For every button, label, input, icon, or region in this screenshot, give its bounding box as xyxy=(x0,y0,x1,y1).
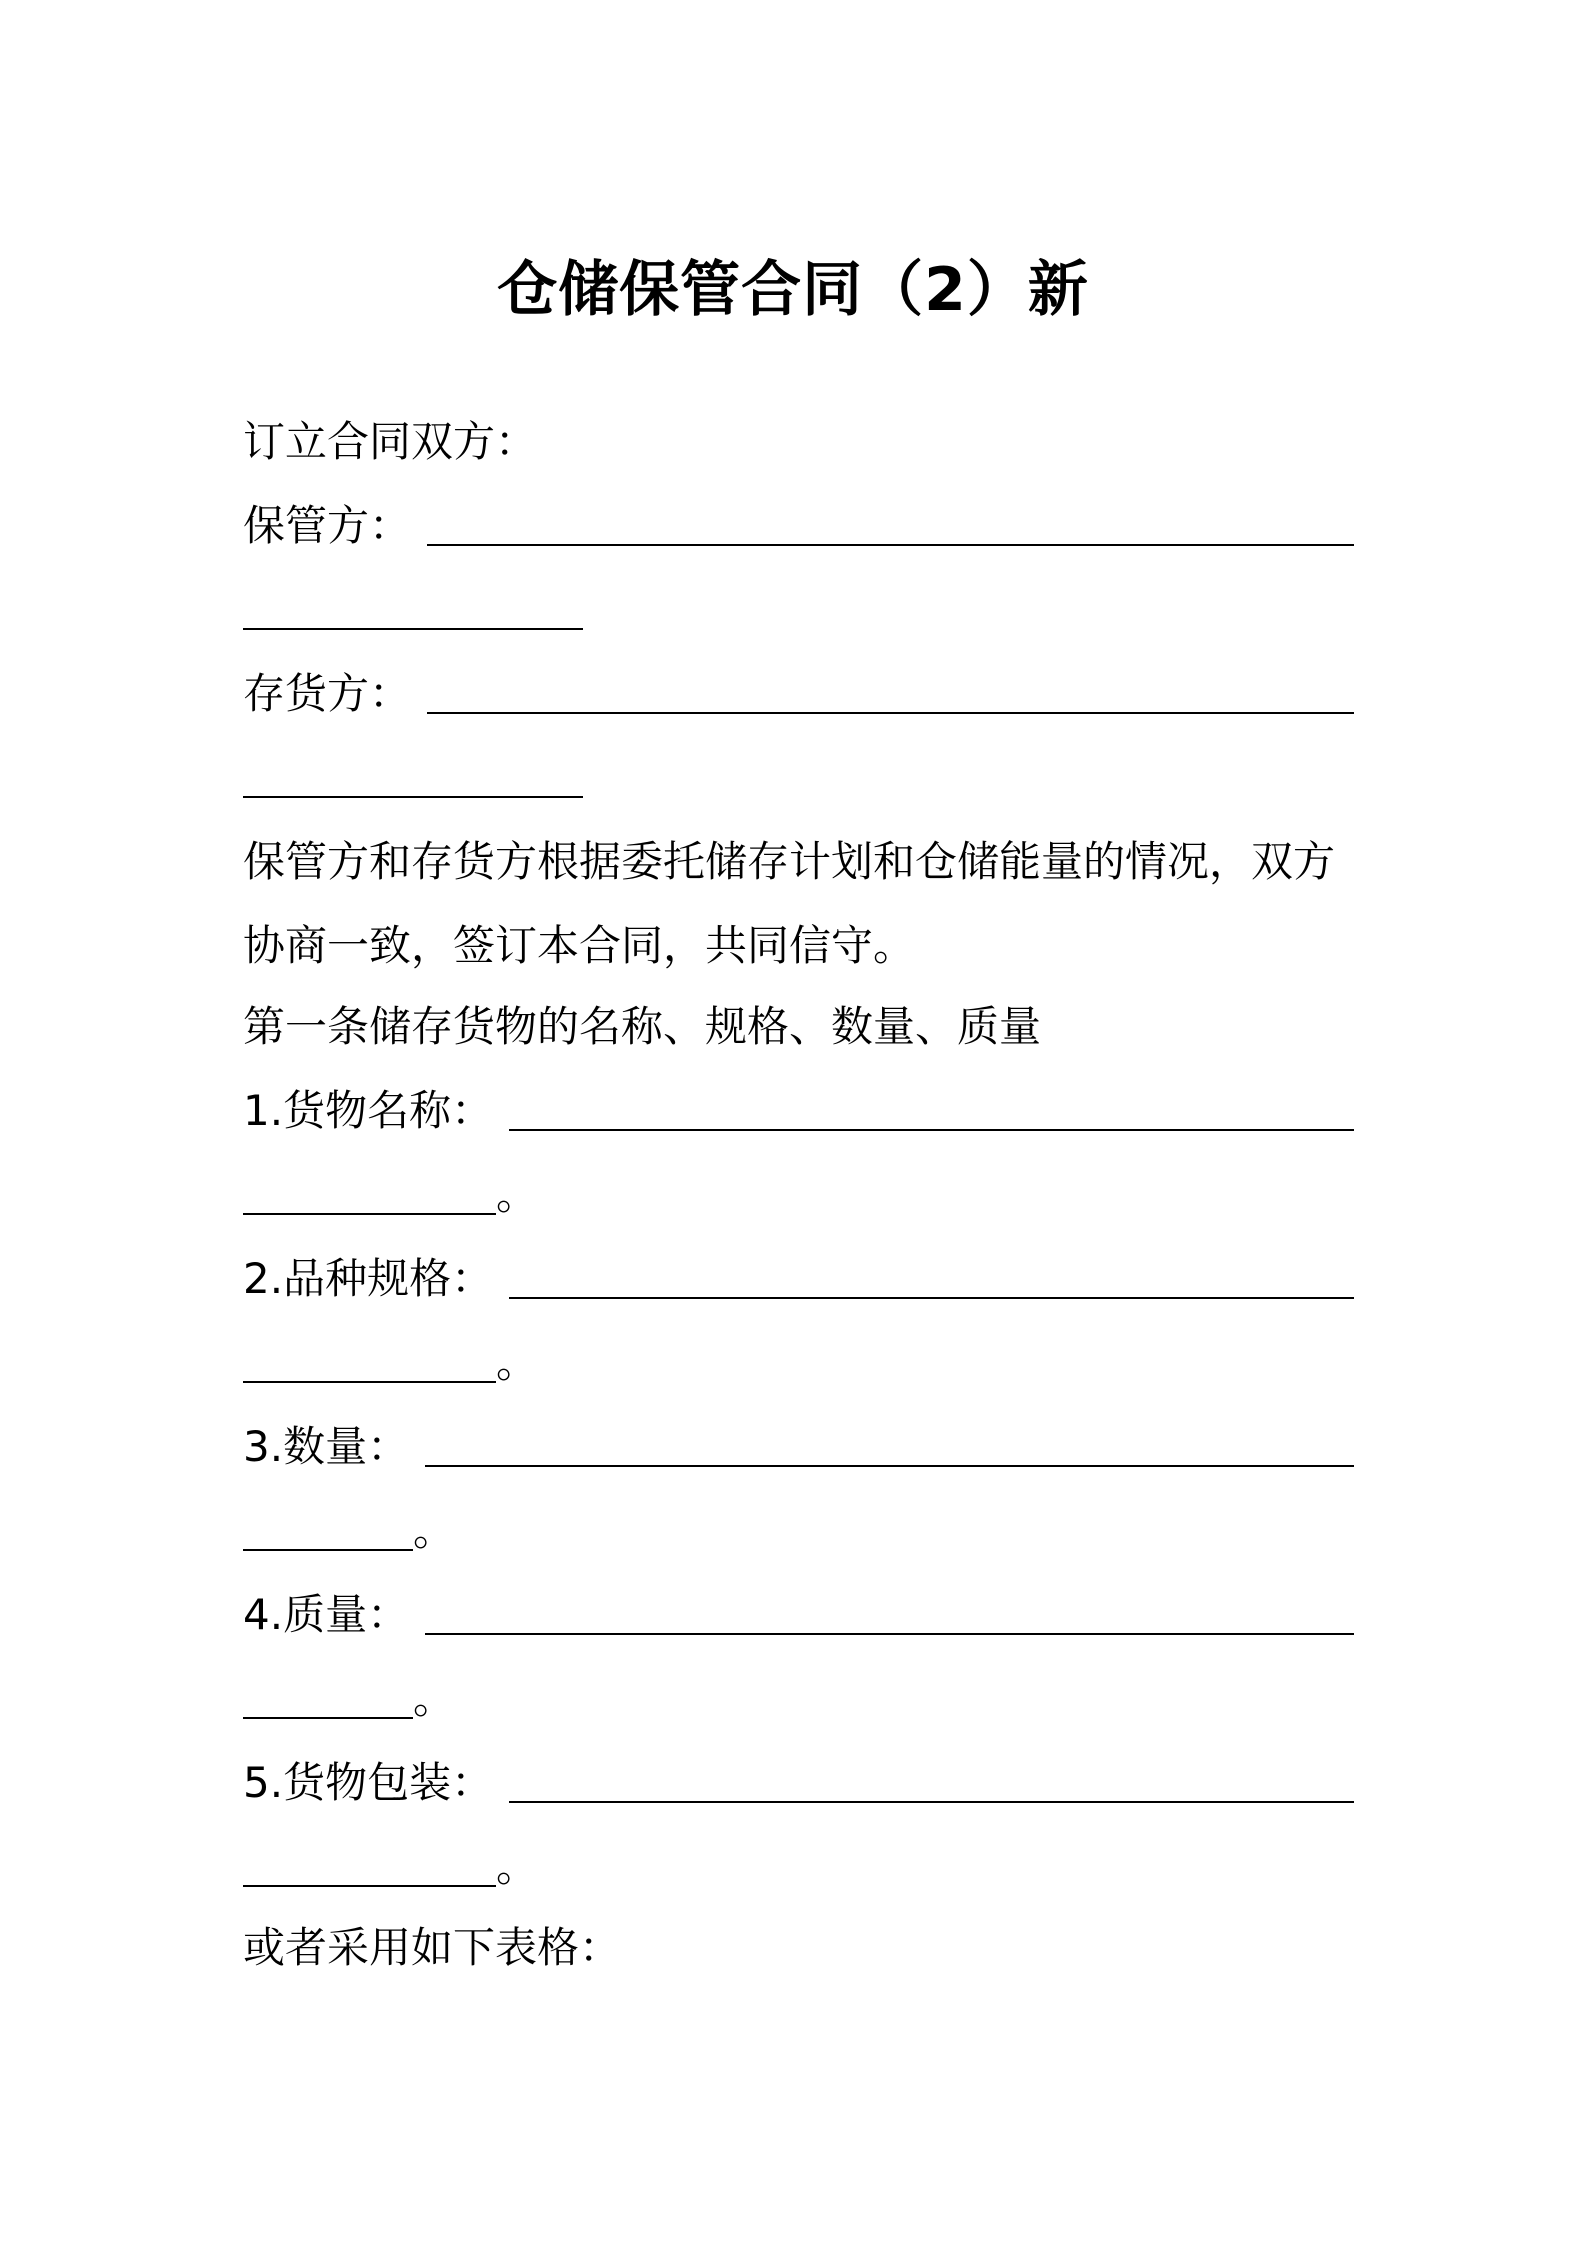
article-1-heading-text: 第一条储存货物的名称、规格、数量、质量 xyxy=(243,1002,1042,1051)
item-goods-name xyxy=(243,1081,1354,1141)
item-packaging-continuation xyxy=(243,1837,1354,1897)
item-quantity-continuation xyxy=(243,1501,1354,1561)
goods-name-period: 。 xyxy=(496,1170,539,1219)
depositor-field-continuation xyxy=(243,748,1354,808)
intro-text-2: 协商一致，签订本合同，共同信守。 xyxy=(243,921,916,970)
depositor-field xyxy=(243,664,1354,724)
item-packaging-label: 5.货物包装： xyxy=(243,1758,494,1807)
specification-blank-line[interactable] xyxy=(509,1285,1354,1299)
parties-heading xyxy=(243,412,1354,472)
quantity-blank-line-continuation[interactable] xyxy=(243,1537,413,1551)
item-quality-continuation xyxy=(243,1669,1354,1729)
intro-text-1: 保管方和存货方根据委托储存计划和仓储能量的情况，双方 xyxy=(243,837,1336,886)
packaging-blank-line[interactable] xyxy=(509,1789,1354,1803)
quantity-blank-line[interactable] xyxy=(425,1453,1354,1467)
item-quality-label: 4.质量： xyxy=(243,1590,410,1639)
intro-paragraph-line-2 xyxy=(243,916,1354,976)
keeper-field-continuation xyxy=(243,580,1354,640)
item-goods-name-continuation xyxy=(243,1165,1354,1225)
item-specification xyxy=(243,1249,1354,1309)
item-quality xyxy=(243,1585,1354,1645)
intro-paragraph-line-1 xyxy=(243,832,1354,892)
quality-blank-line[interactable] xyxy=(425,1621,1354,1635)
quality-blank-line-continuation[interactable] xyxy=(243,1705,413,1719)
goods-name-blank-line[interactable] xyxy=(509,1117,1354,1131)
item-specification-label: 2.品种规格： xyxy=(243,1254,494,1303)
keeper-field xyxy=(243,496,1354,556)
depositor-blank-line[interactable] xyxy=(427,700,1354,714)
specification-blank-line-continuation[interactable] xyxy=(243,1369,496,1383)
quality-period: 。 xyxy=(413,1674,456,1723)
depositor-label: 存货方： xyxy=(243,669,412,718)
item-packaging xyxy=(243,1753,1354,1813)
quantity-period: 。 xyxy=(413,1506,456,1555)
item-goods-name-label: 1.货物名称： xyxy=(243,1086,494,1135)
item-quantity xyxy=(243,1417,1354,1477)
packaging-period: 。 xyxy=(496,1842,539,1891)
keeper-label: 保管方： xyxy=(243,501,412,550)
parties-heading-text: 订立合同双方： xyxy=(243,417,538,466)
document-title: 仓储保管合同（2）新 xyxy=(497,255,1089,325)
keeper-blank-line[interactable] xyxy=(427,532,1354,546)
table-intro-text: 或者采用如下表格： xyxy=(243,1923,622,1972)
keeper-blank-line-continuation[interactable] xyxy=(243,616,583,630)
item-specification-continuation xyxy=(243,1333,1354,1393)
article-1-heading xyxy=(243,997,1354,1057)
item-quantity-label: 3.数量： xyxy=(243,1422,410,1471)
specification-period: 。 xyxy=(496,1338,539,1387)
table-intro xyxy=(243,1918,1354,1978)
depositor-blank-line-continuation[interactable] xyxy=(243,784,583,798)
goods-name-blank-line-continuation[interactable] xyxy=(243,1201,496,1215)
packaging-blank-line-continuation[interactable] xyxy=(243,1873,496,1887)
